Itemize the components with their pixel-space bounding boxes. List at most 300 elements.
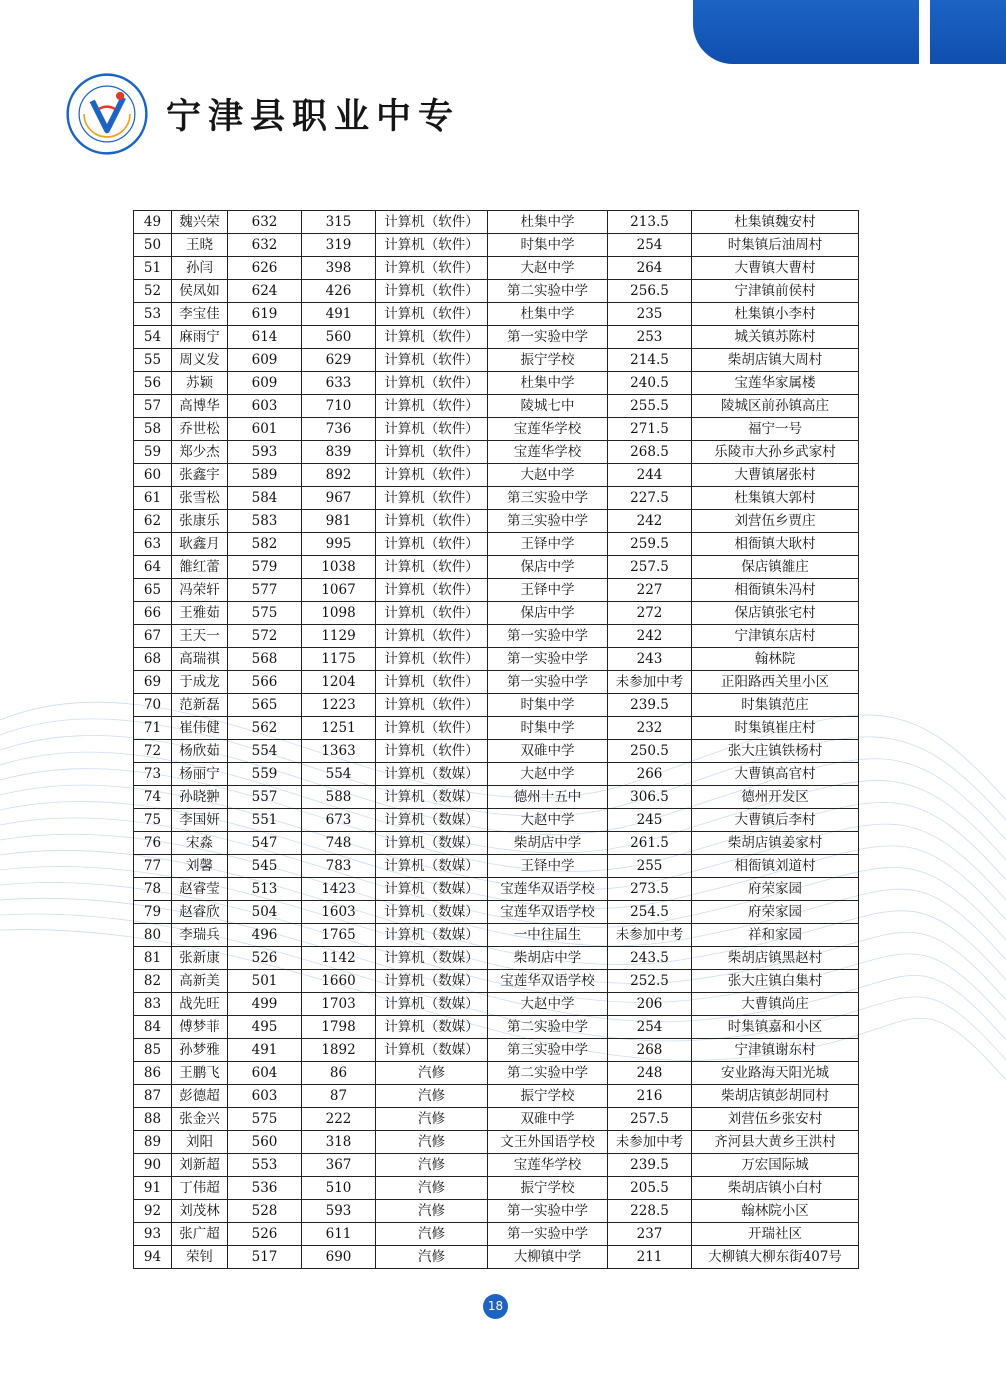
table-row: [134, 1223, 859, 1246]
major-cell: 汽修: [376, 1200, 488, 1223]
table-row: [134, 648, 859, 671]
table-row: [134, 1200, 859, 1223]
school-cell: 宝莲华学校: [488, 441, 608, 464]
address-cell: 相衙镇朱冯村: [692, 579, 859, 602]
major-cell: 计算机（软件）: [376, 533, 488, 556]
school-cell: 文王外国语学校: [488, 1131, 608, 1154]
major-cell: 计算机（软件）: [376, 510, 488, 533]
exam-score-cell: 257.5: [608, 1108, 692, 1131]
rank-cell: 1423: [302, 878, 376, 901]
score-cell: 568: [228, 648, 302, 671]
school-cell: 双碓中学: [488, 1108, 608, 1131]
exam-score-cell: 未参加中考: [608, 671, 692, 694]
name-cell: 王晓: [172, 234, 228, 257]
address-cell: 大柳镇大柳东街407号: [692, 1246, 859, 1269]
major-cell: 计算机（软件）: [376, 579, 488, 602]
address-cell: 安业路海天阳光城: [692, 1062, 859, 1085]
address-cell: 大曹镇尚庄: [692, 993, 859, 1016]
rank-cell: 1251: [302, 717, 376, 740]
rank-cell: 611: [302, 1223, 376, 1246]
row-number-cell: 65: [134, 579, 172, 602]
row-number-cell: 63: [134, 533, 172, 556]
score-cell: 584: [228, 487, 302, 510]
exam-score-cell: 205.5: [608, 1177, 692, 1200]
school-cell: 双碓中学: [488, 740, 608, 763]
name-cell: 赵睿欣: [172, 901, 228, 924]
rank-cell: 1038: [302, 556, 376, 579]
address-cell: 杜集镇大郭村: [692, 487, 859, 510]
table-row: [134, 809, 859, 832]
school-cell: 保店中学: [488, 556, 608, 579]
name-cell: 范新磊: [172, 694, 228, 717]
row-number-cell: 92: [134, 1200, 172, 1223]
address-cell: 张大庄镇铁杨村: [692, 740, 859, 763]
address-cell: 时集镇范庄: [692, 694, 859, 717]
name-cell: 麻雨宁: [172, 326, 228, 349]
exam-score-cell: 257.5: [608, 556, 692, 579]
score-cell: 603: [228, 395, 302, 418]
name-cell: 张广超: [172, 1223, 228, 1246]
school-cell: 第三实验中学: [488, 487, 608, 510]
exam-score-cell: 237: [608, 1223, 692, 1246]
row-number-cell: 83: [134, 993, 172, 1016]
table-row: [134, 326, 859, 349]
exam-score-cell: 242: [608, 625, 692, 648]
table-row: [134, 878, 859, 901]
school-cell: 陵城七中: [488, 395, 608, 418]
name-cell: 于成龙: [172, 671, 228, 694]
rank-cell: 839: [302, 441, 376, 464]
major-cell: 计算机（软件）: [376, 349, 488, 372]
score-cell: 589: [228, 464, 302, 487]
table-row: [134, 671, 859, 694]
score-cell: 560: [228, 1131, 302, 1154]
address-cell: 齐河县大黄乡王洪村: [692, 1131, 859, 1154]
school-cell: 宝莲华双语学校: [488, 901, 608, 924]
name-cell: 刘阳: [172, 1131, 228, 1154]
name-cell: 张雪松: [172, 487, 228, 510]
school-cell: 柴胡店中学: [488, 832, 608, 855]
name-cell: 李宝佳: [172, 303, 228, 326]
exam-score-cell: 216: [608, 1085, 692, 1108]
exam-score-cell: 261.5: [608, 832, 692, 855]
address-cell: 保店镇雒庄: [692, 556, 859, 579]
rank-cell: 967: [302, 487, 376, 510]
rank-cell: 554: [302, 763, 376, 786]
major-cell: 计算机（软件）: [376, 464, 488, 487]
rank-cell: 981: [302, 510, 376, 533]
name-cell: 高博华: [172, 395, 228, 418]
row-number-cell: 78: [134, 878, 172, 901]
major-cell: 计算机（软件）: [376, 418, 488, 441]
major-cell: 汽修: [376, 1085, 488, 1108]
rank-cell: 87: [302, 1085, 376, 1108]
school-cell: 大赵中学: [488, 809, 608, 832]
exam-score-cell: 242: [608, 510, 692, 533]
address-cell: 府荣家园: [692, 878, 859, 901]
address-cell: 德州开发区: [692, 786, 859, 809]
rank-cell: 1765: [302, 924, 376, 947]
major-cell: 计算机（软件）: [376, 280, 488, 303]
exam-score-cell: 240.5: [608, 372, 692, 395]
rank-cell: 1798: [302, 1016, 376, 1039]
address-cell: 相衙镇大耿村: [692, 533, 859, 556]
address-cell: 杜集镇小李村: [692, 303, 859, 326]
rank-cell: 1067: [302, 579, 376, 602]
rank-cell: 1223: [302, 694, 376, 717]
name-cell: 刘馨: [172, 855, 228, 878]
table-row: [134, 740, 859, 763]
name-cell: 张新康: [172, 947, 228, 970]
score-cell: 536: [228, 1177, 302, 1200]
school-cell: 振宁学校: [488, 349, 608, 372]
name-cell: 冯荣轩: [172, 579, 228, 602]
major-cell: 汽修: [376, 1177, 488, 1200]
address-cell: 府荣家园: [692, 901, 859, 924]
school-cell: 时集中学: [488, 694, 608, 717]
exam-score-cell: 227: [608, 579, 692, 602]
score-cell: 513: [228, 878, 302, 901]
score-cell: 601: [228, 418, 302, 441]
school-cell: 第一实验中学: [488, 1200, 608, 1223]
exam-score-cell: 255: [608, 855, 692, 878]
name-cell: 荣钊: [172, 1246, 228, 1269]
score-cell: 603: [228, 1085, 302, 1108]
row-number-cell: 68: [134, 648, 172, 671]
row-number-cell: 87: [134, 1085, 172, 1108]
score-cell: 547: [228, 832, 302, 855]
name-cell: 雒红蕾: [172, 556, 228, 579]
major-cell: 计算机（软件）: [376, 717, 488, 740]
table-row: [134, 1039, 859, 1062]
name-cell: 赵睿莹: [172, 878, 228, 901]
row-number-cell: 49: [134, 211, 172, 234]
exam-score-cell: 254: [608, 234, 692, 257]
address-cell: 保店镇张宅村: [692, 602, 859, 625]
rank-cell: 748: [302, 832, 376, 855]
table-row: [134, 1154, 859, 1177]
rank-cell: 892: [302, 464, 376, 487]
address-cell: 刘营伍乡贾庄: [692, 510, 859, 533]
rank-cell: 1142: [302, 947, 376, 970]
exam-score-cell: 266: [608, 763, 692, 786]
row-number-cell: 81: [134, 947, 172, 970]
exam-score-cell: 未参加中考: [608, 1131, 692, 1154]
rank-cell: 86: [302, 1062, 376, 1085]
score-cell: 572: [228, 625, 302, 648]
school-cell: 宝莲华学校: [488, 1154, 608, 1177]
school-cell: 保店中学: [488, 602, 608, 625]
major-cell: 计算机（软件）: [376, 740, 488, 763]
score-cell: 632: [228, 211, 302, 234]
exam-score-cell: 252.5: [608, 970, 692, 993]
school-cell: 大赵中学: [488, 464, 608, 487]
exam-score-cell: 244: [608, 464, 692, 487]
address-cell: 万宏国际城: [692, 1154, 859, 1177]
school-cell: 第三实验中学: [488, 510, 608, 533]
score-cell: 495: [228, 1016, 302, 1039]
row-number-cell: 75: [134, 809, 172, 832]
table-row: [134, 1062, 859, 1085]
exam-score-cell: 214.5: [608, 349, 692, 372]
row-number-cell: 61: [134, 487, 172, 510]
school-cell: 王铎中学: [488, 579, 608, 602]
address-cell: 宁津镇谢东村: [692, 1039, 859, 1062]
name-cell: 魏兴荣: [172, 211, 228, 234]
major-cell: 计算机（数媒）: [376, 947, 488, 970]
school-cell: 第二实验中学: [488, 1062, 608, 1085]
table-row: [134, 349, 859, 372]
exam-score-cell: 227.5: [608, 487, 692, 510]
table-row: [134, 372, 859, 395]
score-cell: 504: [228, 901, 302, 924]
major-cell: 汽修: [376, 1062, 488, 1085]
school-cell: 杜集中学: [488, 211, 608, 234]
major-cell: 计算机（软件）: [376, 372, 488, 395]
exam-score-cell: 206: [608, 993, 692, 1016]
address-cell: 时集镇后油周村: [692, 234, 859, 257]
major-cell: 计算机（软件）: [376, 257, 488, 280]
name-cell: 王天一: [172, 625, 228, 648]
rank-cell: 736: [302, 418, 376, 441]
row-number-cell: 51: [134, 257, 172, 280]
row-number-cell: 57: [134, 395, 172, 418]
score-cell: 583: [228, 510, 302, 533]
name-cell: 耿鑫月: [172, 533, 228, 556]
name-cell: 李国妍: [172, 809, 228, 832]
score-cell: 545: [228, 855, 302, 878]
rank-cell: 1660: [302, 970, 376, 993]
score-cell: 501: [228, 970, 302, 993]
address-cell: 开瑞社区: [692, 1223, 859, 1246]
exam-score-cell: 259.5: [608, 533, 692, 556]
table-row: [134, 625, 859, 648]
major-cell: 汽修: [376, 1223, 488, 1246]
table-row: [134, 280, 859, 303]
table-row: [134, 211, 859, 234]
table-row: [134, 602, 859, 625]
name-cell: 傅梦菲: [172, 1016, 228, 1039]
rank-cell: 510: [302, 1177, 376, 1200]
table-row: [134, 579, 859, 602]
name-cell: 孙晓翀: [172, 786, 228, 809]
rank-cell: 1892: [302, 1039, 376, 1062]
school-cell: 大赵中学: [488, 993, 608, 1016]
table-row: [134, 1108, 859, 1131]
row-number-cell: 74: [134, 786, 172, 809]
name-cell: 杨丽宁: [172, 763, 228, 786]
exam-score-cell: 250.5: [608, 740, 692, 763]
table-row: [134, 694, 859, 717]
school-cell: 第二实验中学: [488, 1016, 608, 1039]
row-number-cell: 85: [134, 1039, 172, 1062]
address-cell: 相衙镇刘道村: [692, 855, 859, 878]
row-number-cell: 84: [134, 1016, 172, 1039]
major-cell: 计算机（数媒）: [376, 970, 488, 993]
address-cell: 时集镇嘉和小区: [692, 1016, 859, 1039]
table-row: [134, 510, 859, 533]
row-number-cell: 80: [134, 924, 172, 947]
table-row: [134, 901, 859, 924]
name-cell: 高瑞祺: [172, 648, 228, 671]
school-cell: 第一实验中学: [488, 625, 608, 648]
score-cell: 609: [228, 349, 302, 372]
row-number-cell: 89: [134, 1131, 172, 1154]
major-cell: 计算机（软件）: [376, 211, 488, 234]
rank-cell: 1703: [302, 993, 376, 1016]
score-cell: 528: [228, 1200, 302, 1223]
page-header: [66, 72, 460, 156]
address-cell: 时集镇崔庄村: [692, 717, 859, 740]
rank-cell: 1603: [302, 901, 376, 924]
row-number-cell: 72: [134, 740, 172, 763]
school-cell: 第三实验中学: [488, 1039, 608, 1062]
table-row: [134, 717, 859, 740]
school-cell: 时集中学: [488, 234, 608, 257]
address-cell: 宁津镇前侯村: [692, 280, 859, 303]
row-number-cell: 76: [134, 832, 172, 855]
score-cell: 619: [228, 303, 302, 326]
row-number-cell: 55: [134, 349, 172, 372]
header-accent-tab: [693, 0, 919, 64]
score-cell: 582: [228, 533, 302, 556]
row-number-cell: 73: [134, 763, 172, 786]
major-cell: 计算机（数媒）: [376, 832, 488, 855]
rank-cell: 1129: [302, 625, 376, 648]
score-cell: 614: [228, 326, 302, 349]
row-number-cell: 64: [134, 556, 172, 579]
table-row: [134, 763, 859, 786]
major-cell: 汽修: [376, 1108, 488, 1131]
name-cell: 郑少杰: [172, 441, 228, 464]
address-cell: 大曹镇后李村: [692, 809, 859, 832]
address-cell: 翰林院小区: [692, 1200, 859, 1223]
table-row: [134, 786, 859, 809]
admission-table: [133, 210, 859, 1269]
table-row: [134, 303, 859, 326]
major-cell: 汽修: [376, 1246, 488, 1269]
major-cell: 计算机（数媒）: [376, 855, 488, 878]
name-cell: 孙梦雅: [172, 1039, 228, 1062]
row-number-cell: 58: [134, 418, 172, 441]
exam-score-cell: 239.5: [608, 1154, 692, 1177]
table-row: [134, 418, 859, 441]
table-row: [134, 855, 859, 878]
score-cell: 577: [228, 579, 302, 602]
rank-cell: 690: [302, 1246, 376, 1269]
rank-cell: 318: [302, 1131, 376, 1154]
address-cell: 杜集镇魏安村: [692, 211, 859, 234]
table-row: [134, 1246, 859, 1269]
school-cell: 杜集中学: [488, 303, 608, 326]
school-cell: 第二实验中学: [488, 280, 608, 303]
score-cell: 517: [228, 1246, 302, 1269]
row-number-cell: 60: [134, 464, 172, 487]
major-cell: 计算机（数媒）: [376, 924, 488, 947]
school-cell: 振宁学校: [488, 1177, 608, 1200]
table-row: [134, 533, 859, 556]
rank-cell: 367: [302, 1154, 376, 1177]
row-number-cell: 56: [134, 372, 172, 395]
rank-cell: 710: [302, 395, 376, 418]
score-cell: 551: [228, 809, 302, 832]
name-cell: 丁伟超: [172, 1177, 228, 1200]
score-cell: 604: [228, 1062, 302, 1085]
school-cell: 第一实验中学: [488, 648, 608, 671]
table-row: [134, 464, 859, 487]
school-cell: 宝莲华双语学校: [488, 878, 608, 901]
row-number-cell: 67: [134, 625, 172, 648]
address-cell: 柴胡店镇小白村: [692, 1177, 859, 1200]
major-cell: 计算机（软件）: [376, 395, 488, 418]
table-row: [134, 441, 859, 464]
exam-score-cell: 254: [608, 1016, 692, 1039]
address-cell: 陵城区前孙镇高庄: [692, 395, 859, 418]
school-cell: 德州十五中: [488, 786, 608, 809]
rank-cell: 629: [302, 349, 376, 372]
row-number-cell: 94: [134, 1246, 172, 1269]
exam-score-cell: 255.5: [608, 395, 692, 418]
row-number-cell: 70: [134, 694, 172, 717]
exam-score-cell: 273.5: [608, 878, 692, 901]
row-number-cell: 71: [134, 717, 172, 740]
row-number-cell: 50: [134, 234, 172, 257]
school-cell: 杜集中学: [488, 372, 608, 395]
school-name: 宁津县职业中专: [166, 96, 461, 137]
row-number-cell: 88: [134, 1108, 172, 1131]
score-cell: 496: [228, 924, 302, 947]
rank-cell: 398: [302, 257, 376, 280]
exam-score-cell: 239.5: [608, 694, 692, 717]
exam-score-cell: 213.5: [608, 211, 692, 234]
name-cell: 崔伟健: [172, 717, 228, 740]
name-cell: 孙闫: [172, 257, 228, 280]
rank-cell: 633: [302, 372, 376, 395]
table-row: [134, 556, 859, 579]
major-cell: 计算机（数媒）: [376, 901, 488, 924]
address-cell: 刘营伍乡张安村: [692, 1108, 859, 1131]
school-cell: 王铎中学: [488, 855, 608, 878]
score-cell: 554: [228, 740, 302, 763]
school-cell: 宝莲华双语学校: [488, 970, 608, 993]
table-row: [134, 970, 859, 993]
rank-cell: 491: [302, 303, 376, 326]
score-cell: 575: [228, 602, 302, 625]
major-cell: 计算机（软件）: [376, 625, 488, 648]
rank-cell: 1175: [302, 648, 376, 671]
exam-score-cell: 未参加中考: [608, 924, 692, 947]
name-cell: 周义发: [172, 349, 228, 372]
name-cell: 战先旺: [172, 993, 228, 1016]
major-cell: 计算机（软件）: [376, 487, 488, 510]
name-cell: 刘新超: [172, 1154, 228, 1177]
address-cell: 宝莲华家属楼: [692, 372, 859, 395]
rank-cell: 593: [302, 1200, 376, 1223]
address-cell: 柴胡店镇姜家村: [692, 832, 859, 855]
name-cell: 王雅茹: [172, 602, 228, 625]
score-cell: 526: [228, 947, 302, 970]
name-cell: 宋淼: [172, 832, 228, 855]
score-cell: 632: [228, 234, 302, 257]
table-row: [134, 257, 859, 280]
score-cell: 526: [228, 1223, 302, 1246]
school-cell: 振宁学校: [488, 1085, 608, 1108]
rank-cell: 588: [302, 786, 376, 809]
rank-cell: 222: [302, 1108, 376, 1131]
school-cell: 第一实验中学: [488, 326, 608, 349]
major-cell: 计算机（软件）: [376, 648, 488, 671]
major-cell: 计算机（软件）: [376, 234, 488, 257]
